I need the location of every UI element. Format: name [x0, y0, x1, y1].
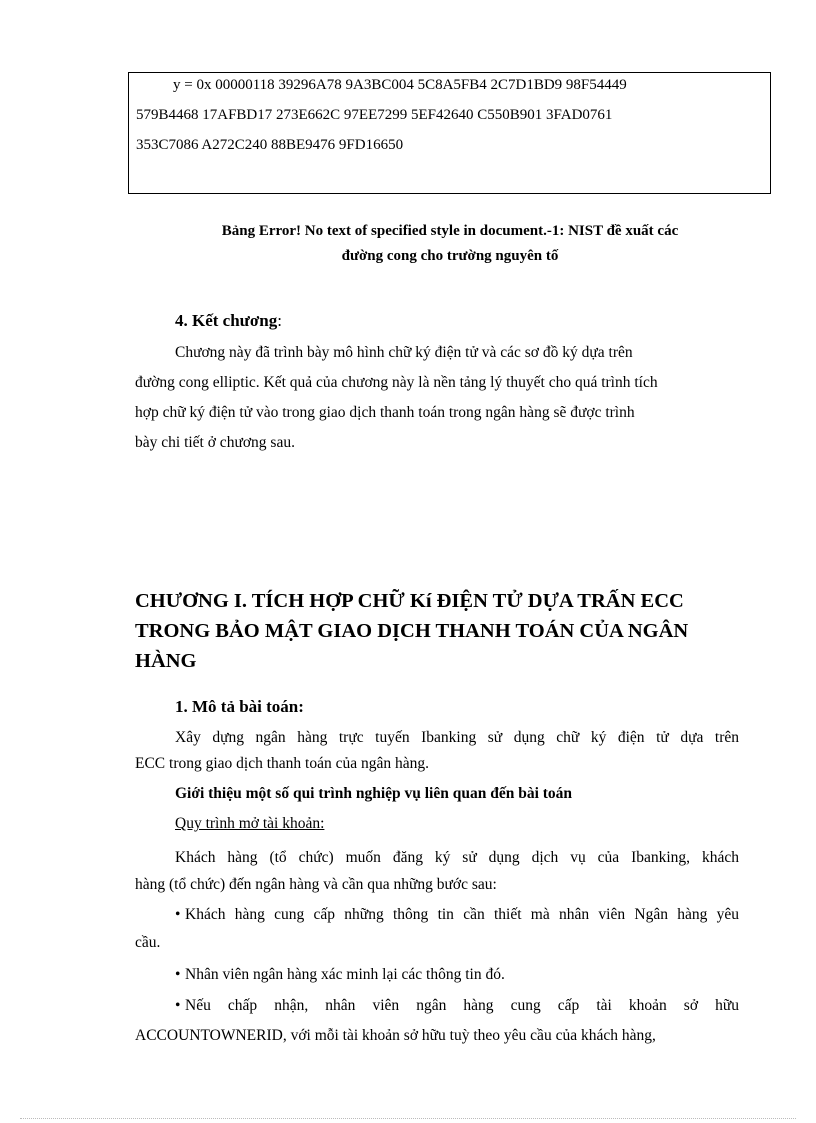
process-para-line-2: hàng (tổ chức) đến ngân hàng và cần qua những bước sau:	[135, 876, 497, 893]
section-para-line-2: ECC trong giao dịch thanh toán của ngân hàng.	[135, 755, 430, 772]
bullet-item-1	[175, 906, 739, 924]
conclusion-heading-colon: :	[277, 311, 282, 330]
conclusion-line-2: đường cong elliptic. Kết quả của chương này là nền tảng lý thuyết cho quá trình tích	[135, 374, 658, 391]
conclusion-line-3: hợp chữ ký điện tử vào trong giao dịch thanh toán trong ngân hàng sẽ được trình	[135, 404, 635, 421]
bullet-1-line-1: Khách hàng cung cấp những thông tin cần thiết mà nhân viên Ngân hàng yêu	[185, 906, 739, 923]
table-caption-line-1: Bảng Error! No text of specified style in document.-1: NIST đề xuất các	[221, 223, 679, 239]
conclusion-heading	[175, 311, 282, 331]
chapter-title-line-2: TRONG BẢO MẬT GIAO DỊCH THANH TOÁN CỦA NGÂN	[135, 620, 689, 642]
bullet-symbol: •	[175, 906, 181, 923]
chapter-title-line-3: HÀNG	[135, 650, 197, 672]
conclusion-line-4: bày chi tiết ở chương sau.	[135, 434, 295, 451]
hex-line-1: y = 0x 00000118 39296A78 9A3BC004 5C8A5FB4 2C7D1BD9 98F54449	[173, 77, 627, 93]
bullet-1-line-2: cầu.	[135, 934, 161, 951]
bullet-item-2	[175, 966, 505, 984]
section-para-line-1: Xây dựng ngân hàng trực tuyến Ibanking sử dụng chữ ký điện tử dựa trên	[175, 729, 739, 746]
conclusion-heading-text: 4. Kết chương	[175, 311, 278, 330]
account-process-title: Quy trình mở tài khoản:	[175, 815, 325, 832]
process-para-line-1: Khách hàng (tổ chức) muốn đăng ký sử dụng dịch vụ của Ibanking, khách	[175, 849, 739, 866]
hex-value-box	[128, 72, 771, 194]
hex-line-2: 579B4468 17AFBD17 273E662C 97EE7299 5EF42640 C550B901 3FAD0761	[136, 107, 613, 123]
process-subheading: Giới thiệu một số qui trình nghiệp vụ liên quan đến bài toán	[175, 785, 573, 802]
bullet-item-3	[175, 997, 739, 1015]
bullet-symbol: •	[175, 966, 181, 983]
hex-line-3: 353C7086 A272C240 88BE9476 9FD16650	[136, 137, 404, 153]
conclusion-line-1: Chương này đã trình bày mô hình chữ ký điện tử và các sơ đồ ký dựa trên	[175, 344, 633, 361]
chapter-title-line-1: CHƯƠNG I. TÍCH HỢP CHỮ Kí ĐIỆN TỬ DỰA TRẤN ECC	[135, 590, 684, 612]
bullet-symbol: •	[175, 997, 181, 1014]
page-bottom-divider	[20, 1118, 796, 1119]
table-caption-line-2: đường cong cho trường nguyên tố	[341, 248, 559, 264]
bullet-3-line-2: ACCOUNTOWNERID, với mỗi tài khoản sở hữu tuỳ theo yêu cầu của khách hàng,	[135, 1027, 656, 1044]
section-heading: 1. Mô tả bài toán:	[175, 697, 304, 716]
bullet-2-line-1: Nhân viên ngân hàng xác minh lại các thông tin đó.	[185, 966, 505, 983]
bullet-3-line-1: Nếu chấp nhận, nhân viên ngân hàng cung cấp tài khoản sở hữu	[185, 997, 739, 1014]
